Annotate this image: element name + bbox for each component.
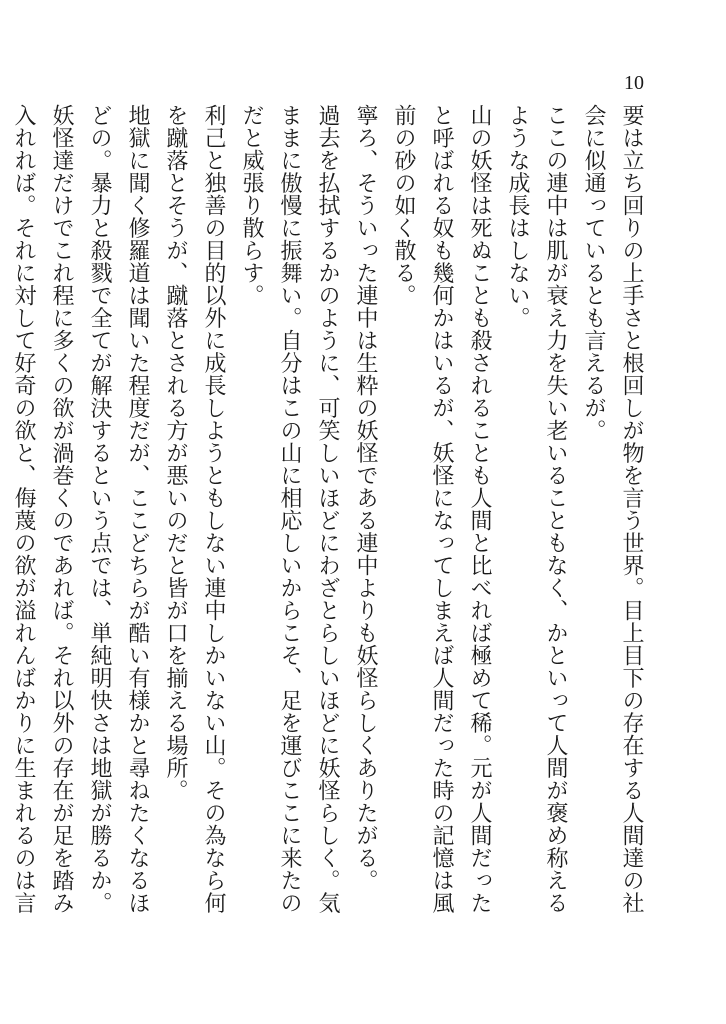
paragraph-2: ここの連中は肌が衰え力を失い老いることもなく、かといって人間が褒め称えるような成長はしない。 (505, 104, 568, 914)
vertical-body-text (11, 104, 650, 934)
paragraph-8: 妖怪達だけでこれ程に多くの欲が渦巻くのであれば。それ以外の存在が足を踏み入れれば。それに対して好奇の欲と、侮蔑の欲が溢れんばかりに生まれるのは言 (11, 104, 74, 914)
paragraph-6: 利己と独善の目的以外に成長しようともしない連中しかいない山。その為なら何を蹴落とそうが、蹴落とされる方が悪いのだと皆が口を揃える場所。 (163, 104, 226, 914)
paragraph-4: 寧ろ、そういった連中は生粋の妖怪である連中よりも妖怪らしくありたがる。 (353, 104, 378, 892)
paragraph-1: 要は立ち回りの上手さと根回しが物を言う世界。目上目下の存在する人間達の社会に似通っているとも言えるが。 (581, 104, 644, 914)
page-number: 10 (624, 72, 644, 94)
paragraph-7: 地獄に聞く修羅道は聞いた程度だが、ここどちらが酷い有様かと尋ねたくなるほどの。暴力と殺戮で全てが解決するという点では、単純明快さは地獄が勝るか。 (87, 104, 150, 914)
paragraph-5: 過去を払拭するかのように、可笑しいほどにわざとらしいほどに妖怪らしく。気ままに傲慢に振舞い。自分はこの山に相応しいからこそ、足を運びここに来たのだと威張り散らす。 (239, 104, 340, 914)
paragraph-3: 山の妖怪は死ぬことも殺されることも人間と比べれば極めて稀。元が人間だったと呼ばれる奴も幾何かはいるが、妖怪になってしまえば人間だった時の記憶は風前の砂の如く散る。 (391, 104, 492, 914)
